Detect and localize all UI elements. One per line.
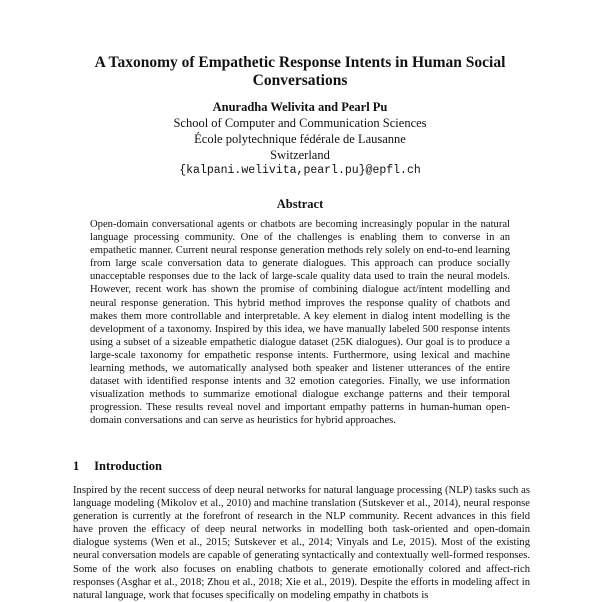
section-number: 1	[73, 459, 80, 473]
affiliation-institution: École polytechnique fédérale de Lausanne	[194, 132, 406, 146]
section-heading-introduction	[73, 459, 533, 474]
abstract-text: Open-domain conversational agents or chatbots are becoming increasingly popular in the natural language processing community. One of the challenges is enabling them to converse in an empathetic manner. Current neural response generation methods rely solely on end-to-end learning from large scale conversation data to generate dialogues. This approach can produce socially unacceptable responses due to the lack of large-scale quality data used to train the neural models. However, recent work has shown the promise of combining dialogue act/intent modelling and neural response generation. This hybrid method improves the response quality of chatbots and makes them more controllable and interpretable. A key element in dialog intent modelling is the development of a taxonomy. Inspired by this idea, we have manually labeled 500 response intents using a subset of a sizeable empathetic dialogue dataset (25K dialogues). Our goal is to produce a large-scale taxonomy for empathetic response intents. Furthermore, using lexical and machine learning methods, we automatically analysed both speaker and listener utterances of the entire dataset with identified response intents and 32 emotion categories. Finally, we use information visualization methods to summarize emotional dialogue exchange patterns and their temporal progression. These results reveal novel and important empathy patterns in human-human open-domain conversations and can serve as heuristics for hybrid approaches.	[90, 219, 510, 427]
abstract-heading: Abstract	[276, 197, 324, 211]
paper-title: A Taxonomy of Empathetic Response Intents in Human Social Conversations	[94, 54, 506, 89]
affiliation-school: School of Computer and Communication Sciences	[173, 116, 427, 130]
author-names: Anuradha Welivita and Pearl Pu	[212, 100, 388, 114]
affiliation-country: Switzerland	[270, 148, 330, 162]
author-block	[60, 99, 540, 179]
author-email: {kalpani.welivita,pearl.pu}@epfl.ch	[179, 164, 421, 177]
section-title: Introduction	[94, 459, 162, 473]
introduction-text: Inspired by the recent success of deep neural networks for natural language processing (NLP) tasks such as language modeling (Mikolov et al., 2010) and machine translation (Sutskever et al., 2014), neural response generation is currently at the forefront of research in the NLP community. Recent advances in this field have proven the efficacy of deep neural networks in modelling both task-oriented and open-domain dialogue systems (Wen et al., 2015; Sutskever et al., 2014; Vinyals and Le, 2015). Most of the existing neural conversation models are capable of generating syntactically and contextually well-formed responses. Some of the work also focuses on enabling chatbots to generate emotionally colored and affect-rich responses (Asghar et al., 2018; Zhou et al., 2018; Xie et al., 2019). Despite the efforts in modeling affect in natural language, work that focuses specifically on modeling empathy in chatbots is	[73, 485, 530, 601]
